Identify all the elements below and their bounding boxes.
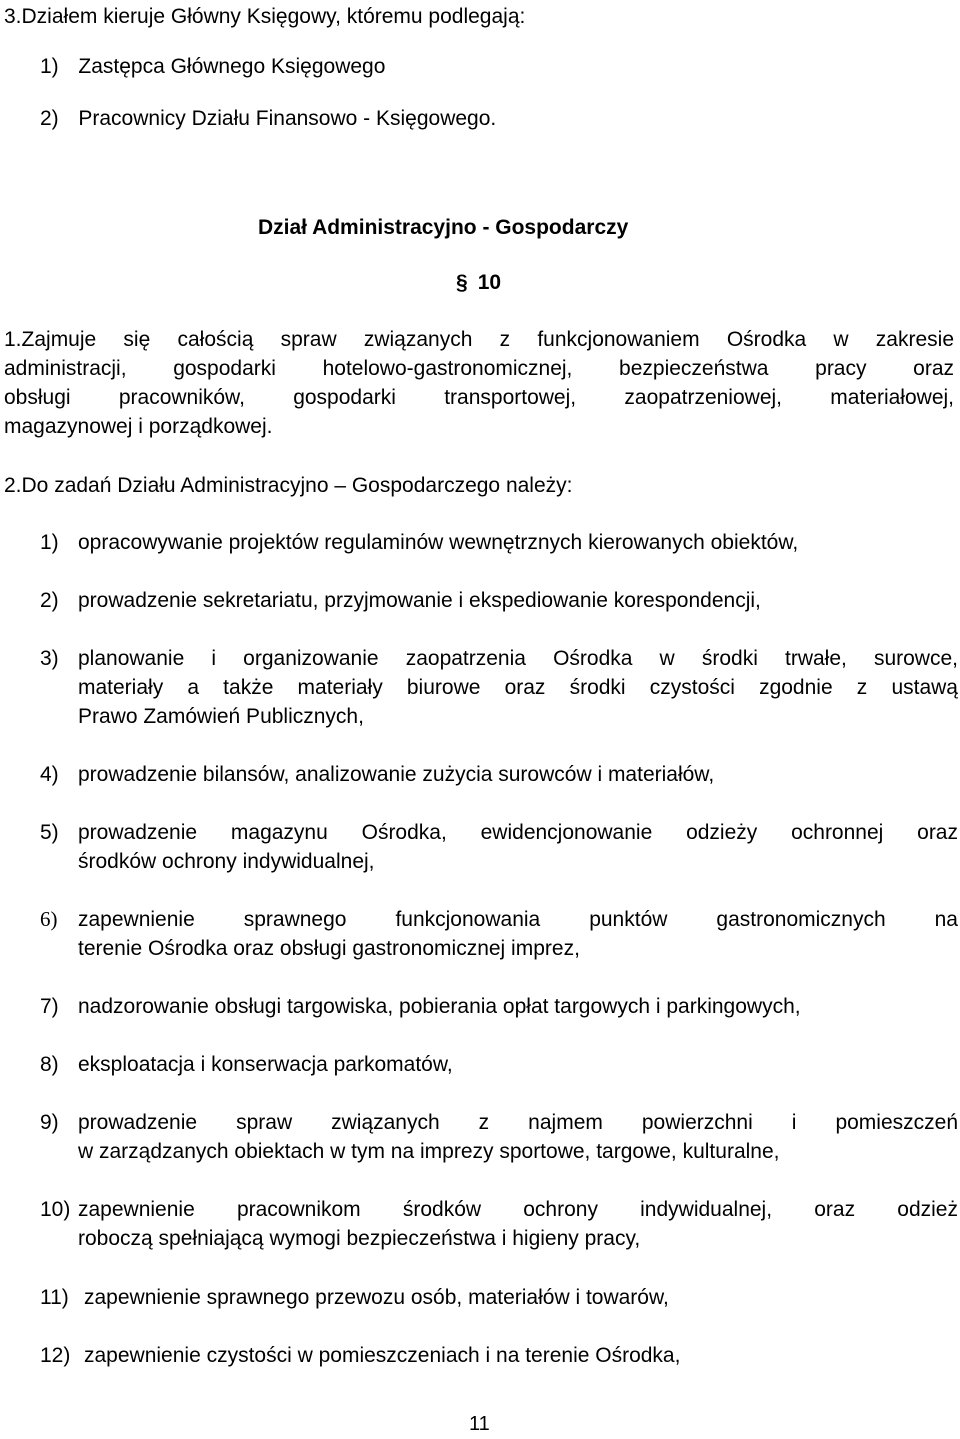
task-line: środków ochrony indywidualnej, [78,850,375,873]
point-1-line: 1.Zajmuje się całością spraw związanych z funkcjonowaniem Ośrodka w zakresie [4,328,954,351]
task-number: 4) [40,763,59,786]
task-line: prowadzenie sekretariatu, przyjmowanie i ekspediowanie korespondencji, [78,589,761,612]
task-item-2 [40,586,958,615]
task-number: 10) [40,1198,71,1221]
task-number: 3) [40,647,59,670]
task-line: prowadzenie magazynu Ośrodka, ewidencjonowanie odzieży ochronnej oraz [78,821,958,844]
task-line: prowadzenie spraw związanych z najmem powierzchni i pomieszczeń [78,1111,958,1134]
task-item-7 [40,992,958,1021]
paragraph-sign: § [456,271,468,294]
task-number: 7) [40,995,59,1018]
point-1-number: 1. [4,328,22,351]
task-line: zapewnienie sprawnego przewozu osób, materiałów i towarów, [84,1286,669,1309]
task-number: 12) [40,1344,71,1367]
intro-list-item-1 [40,52,385,81]
task-line: prowadzenie bilansów, analizowanie zużycia surowców i materiałów, [78,763,715,786]
task-line: opracowywanie projektów regulaminów wewnętrznych kierowanych obiektów, [78,531,799,554]
task-number: 2) [40,589,59,612]
task-number: 11) [40,1286,69,1309]
paragraph-number: 10 [477,271,502,294]
point-1-paragraph [4,325,954,441]
section-title: Dział Administracyjno - Gospodarczy [258,216,629,239]
point-2-text: Do zadań Działu Administracyjno – Gospodarczego należy: [21,474,573,497]
task-number: 5) [40,821,59,844]
list-text: Zastępca Głównego Księgowego [78,55,386,78]
task-item-1 [40,528,958,557]
task-number: 1) [40,531,59,554]
list-text: Pracownicy Działu Finansowo - Księgowego. [78,107,497,130]
paragraph-heading [456,268,501,297]
task-line: planowanie i organizowanie zaopatrzenia Ośrodka w środki trwałe, surowce, [78,647,958,670]
task-number: 8) [40,1053,59,1076]
task-line: zapewnienie pracownikom środków ochrony indywidualnej, oraz odzież [78,1198,958,1221]
list-number: 1) [40,55,59,78]
task-item-8 [40,1050,958,1079]
intro-point-3: 3.Działem kieruje Główny Księgowy, któremu podlegają: [4,5,526,28]
point-1-line: magazynowej i porządkowej. [4,415,273,438]
task-item-12 [40,1341,958,1370]
task-line: zapewnienie sprawnego funkcjonowania punktów gastronomicznych na [78,908,958,931]
task-number: 6) [40,907,58,931]
task-number: 9) [40,1111,59,1134]
task-line: terenie Ośrodka oraz obsługi gastronomicznej imprez, [78,937,580,960]
intro-list-item-2 [40,104,496,133]
page-number: 11 [469,1413,490,1435]
list-number: 2) [40,107,59,130]
task-line: materiały a także materiały biurowe oraz środki czystości zgodnie z ustawą [78,676,958,699]
task-item-6 [40,905,958,963]
task-item-10 [40,1195,958,1253]
task-line: roboczą spełniającą wymogi bezpieczeństwa i higieny pracy, [78,1227,641,1250]
point-1-line: obsługi pracowników, gospodarki transportowej, zaopatrzeniowej, materiałowej, [4,386,954,409]
task-line: eksploatacja i konserwacja parkomatów, [78,1053,453,1076]
point-1-line: administracji, gospodarki hotelowo-gastronomicznej, bezpieczeństwa pracy oraz [4,357,954,380]
task-item-9 [40,1108,958,1166]
point-2-heading [4,471,572,500]
point-2-number: 2. [4,474,22,497]
task-line: zapewnienie czystości w pomieszczeniach i na terenie Ośrodka, [84,1344,681,1367]
task-item-11 [40,1283,958,1312]
task-line: nadzorowanie obsługi targowiska, pobierania opłat targowych i parkingowych, [78,995,801,1018]
task-item-5 [40,818,958,876]
task-item-4 [40,760,958,789]
task-line: w zarządzanych obiektach w tym na imprezy sportowe, targowe, kulturalne, [78,1140,780,1163]
task-item-3 [40,644,958,731]
task-line: Prawo Zamówień Publicznych, [78,705,364,728]
